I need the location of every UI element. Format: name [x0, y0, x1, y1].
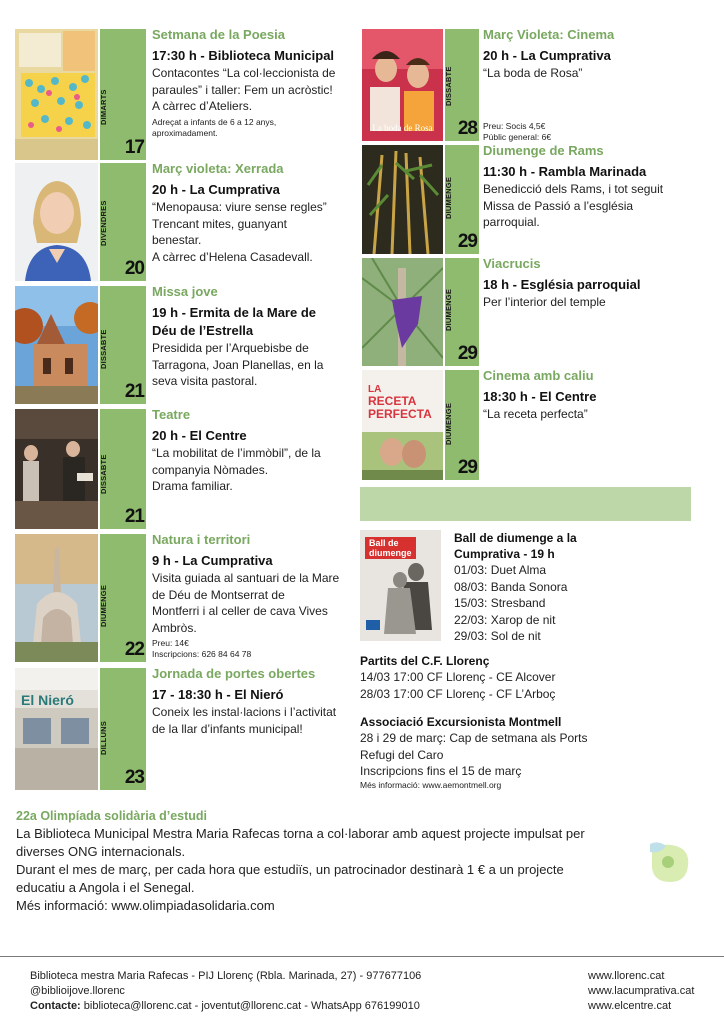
event-note: Adreçat a infants de 6 a 12 anys,: [152, 116, 277, 127]
footer-link[interactable]: www.llorenc.cat: [588, 970, 665, 982]
event-desc-line: de la llar d’infants municipal!: [152, 721, 303, 736]
event-desc-line: paraules” i taller: Fem un acròstic!: [152, 82, 333, 97]
event-desc-line: “La receta perfecta”: [483, 407, 588, 421]
weekday-label: DISSABTE: [99, 329, 108, 369]
weekday-label: DIUMENGE: [444, 176, 453, 219]
olimpiada-link[interactable]: Més informació: www.olimpiadasolidaria.com: [16, 898, 275, 913]
hermitage-photo: [15, 286, 98, 404]
event-portes-obertes: [15, 668, 345, 790]
association-heading: Associació Excursionista Montmell: [360, 715, 562, 729]
poster-label-line: Ball de: [369, 538, 399, 548]
event-text: [152, 534, 357, 660]
event-text: [152, 163, 352, 265]
excursion-association: [360, 714, 700, 791]
ball-date: 29/03: Sol de nit: [454, 629, 541, 643]
event-photo: [15, 29, 98, 160]
ball-date: 15/03: Stresband: [454, 596, 546, 610]
footer-link[interactable]: www.elcentre.cat: [588, 1000, 672, 1012]
date-strip: [100, 163, 146, 281]
event-desc-line: Visita guiada al santuari de la Mare: [152, 571, 340, 585]
poster-title-line: PERFECTA: [368, 407, 432, 421]
event-headline: 17:30 h - Biblioteca Municipal: [152, 48, 335, 63]
event-headline: 19 h - Ermita de la Mare de: [152, 305, 317, 320]
film-poster: [362, 370, 443, 480]
event-desc-line: A càrrec d’Helena Casadevall.: [152, 249, 313, 264]
contact-value[interactable]: biblioteca@llorenc.cat - joventut@llorenc.cat - WhatsApp 676199010: [80, 1000, 420, 1012]
event-desc-line: Tarragona, Joan Planellas, en la: [152, 357, 324, 372]
event-headline-2: Déu de l’Estrella: [152, 323, 254, 338]
event-text: [483, 370, 693, 423]
event-category: Viacrucis: [483, 256, 541, 271]
match-line: 28/03 17:00 CF Llorenç - CF L’Arboç: [360, 686, 556, 701]
date-strip: [100, 409, 146, 529]
palm-photo: [362, 145, 443, 254]
weekday-label: DIUMENGE: [444, 288, 453, 331]
poster-title-line: RECETA: [368, 394, 417, 408]
olimpiada-line: Durant el mes de març, per cada hora que estudiïs, un patrocinador destinarà 1 € a un projecte: [16, 862, 564, 877]
event-desc-line: companyia Nòmades.: [152, 462, 269, 477]
theatre-photo: [15, 409, 98, 529]
event-desc-line: Coneix les instal·lacions i l’activitat: [152, 705, 337, 719]
footer: [0, 956, 724, 1024]
matches-heading: Partits del C.F. Llorenç: [360, 654, 490, 668]
event-inscriptions: Inscripcions: 626 84 64 78: [152, 649, 252, 659]
footer-contact-line: [30, 999, 550, 1014]
event-desc-line: seva visita pastoral.: [152, 374, 258, 388]
event-text: [483, 145, 698, 231]
speaker-photo: [15, 163, 98, 281]
event-rams: [362, 145, 692, 254]
association-more-info: Més informació: www.aemontmell.org: [360, 779, 502, 790]
date-strip: [445, 258, 479, 366]
footer-links: [588, 969, 718, 1014]
ball-heading: Ball de diumenge a la: [454, 531, 577, 545]
event-missa-jove: [15, 286, 345, 404]
event-desc-line: “La boda de Rosa”: [483, 66, 583, 80]
event-xerrada: [15, 163, 345, 281]
ball-date: 22/03: Xarop de nit: [454, 612, 556, 627]
olimpiada-heading: 22a Olimpíada solidària d’estudi: [16, 809, 208, 823]
date-strip: [445, 145, 479, 254]
association-line: Refugi del Caro: [360, 747, 444, 762]
event-desc-line: Ambròs.: [152, 620, 197, 635]
date-strip: [100, 29, 146, 160]
poster-title-line: LA: [368, 384, 382, 395]
event-headline: 20 h - El Centre: [152, 428, 247, 443]
event-desc-line: Drama familiar.: [152, 479, 233, 493]
event-text: [152, 668, 352, 737]
ball-date: 01/03: Duet Alma: [454, 563, 547, 577]
footer-link[interactable]: www.lacumprativa.cat: [588, 985, 695, 997]
event-text: [152, 409, 352, 495]
ball-heading: Cumprativa - 19 h: [454, 547, 555, 561]
film-poster: [362, 29, 443, 141]
weekday-label: DILLUNS: [99, 721, 108, 755]
poster-title: La boda de Rosa: [372, 123, 433, 133]
event-text: [152, 29, 352, 139]
day-number: 29: [457, 457, 477, 478]
event-desc-line: de Déu de Montserrat de: [152, 587, 285, 602]
match-line: 14/03 17:00 CF Llorenç - CE Alcover: [360, 670, 556, 684]
nursery-sign: El Nieró: [21, 692, 74, 708]
event-desc-line: Benedicció dels Rams, i tot seguit: [483, 182, 664, 196]
event-text: [152, 286, 352, 390]
weekday-label: DIMARTS: [99, 89, 108, 125]
day-number: 29: [457, 343, 477, 364]
footer-address: Biblioteca mestra Maria Rafecas - PIJ Llorenç (Rbla. Marinada, 27) - 977677106: [30, 970, 422, 982]
weekday-label: DIUMENGE: [444, 402, 453, 445]
event-cinema-caliu: [362, 370, 692, 480]
day-number: 21: [124, 381, 144, 402]
event-price: Preu: 14€: [152, 638, 189, 648]
weekday-label: DIVENDRES: [99, 200, 108, 246]
day-number: 17: [124, 137, 144, 158]
ball-text: [454, 530, 694, 645]
poster-label-line: diumenge: [369, 548, 412, 558]
event-category: Cinema amb caliu: [483, 368, 594, 383]
date-strip: [100, 668, 146, 790]
contact-label: Contacte:: [30, 1000, 81, 1012]
event-text: [483, 29, 693, 82]
event-desc-line: parroquial.: [483, 215, 540, 229]
event-desc-line: Montferri i al celler de cava Vives: [152, 604, 328, 618]
event-desc-line: “La mobilitat de l’immòbil”, de la: [152, 446, 321, 460]
event-category: Març violeta: Xerrada: [152, 161, 284, 176]
weekday-label: DISSABTE: [99, 454, 108, 494]
event-category: Jornada de portes obertes: [152, 666, 316, 681]
weekday-label: DIUMENGE: [99, 584, 108, 627]
event-viacrucis: [362, 258, 692, 366]
footer-contact: [30, 969, 550, 1014]
sanctuary-photo: [15, 534, 98, 662]
olimpiada-logo: [646, 840, 694, 886]
event-cinema: [362, 29, 692, 141]
event-category: Setmana de la Poesia: [152, 27, 285, 42]
day-number: 29: [457, 231, 477, 252]
association-line: 28 i 29 de març: Cap de setmana als Ports: [360, 731, 588, 745]
event-poesia: [15, 29, 345, 160]
cross-photo: [362, 258, 443, 366]
date-strip: [445, 29, 479, 141]
day-number: 21: [124, 506, 144, 527]
date-strip: [100, 534, 146, 662]
event-desc-line: Missa de Passió a l’església: [483, 198, 634, 213]
event-category: Teatre: [152, 407, 191, 422]
event-natura: [15, 534, 345, 662]
event-category: Natura i territori: [152, 532, 251, 547]
day-number: 22: [124, 639, 144, 660]
event-headline: 18 h - Església parroquial: [483, 277, 641, 292]
event-headline: 18:30 h - El Centre: [483, 389, 597, 404]
olimpiada-solidaria: [16, 808, 656, 915]
footer-social[interactable]: @biblioijove.llorenc: [30, 985, 125, 997]
olimpiada-line: educatiu a Angola i el Senegal.: [16, 880, 195, 895]
event-desc-line: Presidida per l’Arquebisbe de: [152, 341, 309, 355]
price-general: Públic general: 6€: [483, 132, 552, 142]
event-headline: 17 - 18:30 h - El Nieró: [152, 687, 284, 702]
price-note: [483, 121, 551, 143]
event-headline: 11:30 h - Rambla Marinada: [483, 164, 647, 179]
price-members: Preu: Socis 4,5€: [483, 121, 546, 131]
event-desc-line: Per l’interior del temple: [483, 295, 606, 309]
ball-poster-label: [365, 537, 416, 559]
day-number: 23: [124, 767, 144, 788]
nursery-photo: [15, 668, 98, 790]
event-desc-line: Contacontes “La col·leccionista de: [152, 66, 336, 80]
day-number: 28: [457, 118, 477, 139]
event-category: Març Violeta: Cinema: [483, 27, 615, 42]
event-category: Missa jove: [152, 284, 218, 299]
ball-poster: [360, 530, 441, 641]
date-strip: [100, 286, 146, 404]
olimpiada-line: diverses ONG internacionals.: [16, 844, 186, 859]
event-desc-line: A càrrec d’Ateliers.: [152, 99, 253, 113]
event-desc-line: Trencant mites, guanyant: [152, 216, 287, 231]
ball-date: 08/03: Banda Sonora: [454, 579, 568, 594]
weekday-label: DISSABTE: [444, 66, 453, 106]
association-line: Inscripcions fins el 15 de març: [360, 764, 522, 778]
football-matches: [360, 653, 700, 702]
event-desc-line: benestar.: [152, 233, 202, 247]
event-text: [483, 258, 693, 311]
date-strip: [445, 370, 479, 480]
event-teatre: [15, 409, 345, 529]
green-divider-bar: [360, 487, 691, 521]
event-category: Diumenge de Rams: [483, 143, 604, 158]
event-headline: 20 h - La Cumprativa: [483, 48, 611, 63]
event-headline: 9 h - La Cumprativa: [152, 553, 273, 568]
event-headline: 20 h - La Cumprativa: [152, 182, 280, 197]
olimpiada-line: La Biblioteca Municipal Mestra Maria Rafecas torna a col·laborar amb aquest projecte impulsat per: [16, 826, 585, 841]
day-number: 20: [124, 258, 144, 279]
event-note: aproximadament.: [152, 127, 218, 138]
event-desc-line: “Menopausa: viure sense regles”: [152, 200, 327, 214]
